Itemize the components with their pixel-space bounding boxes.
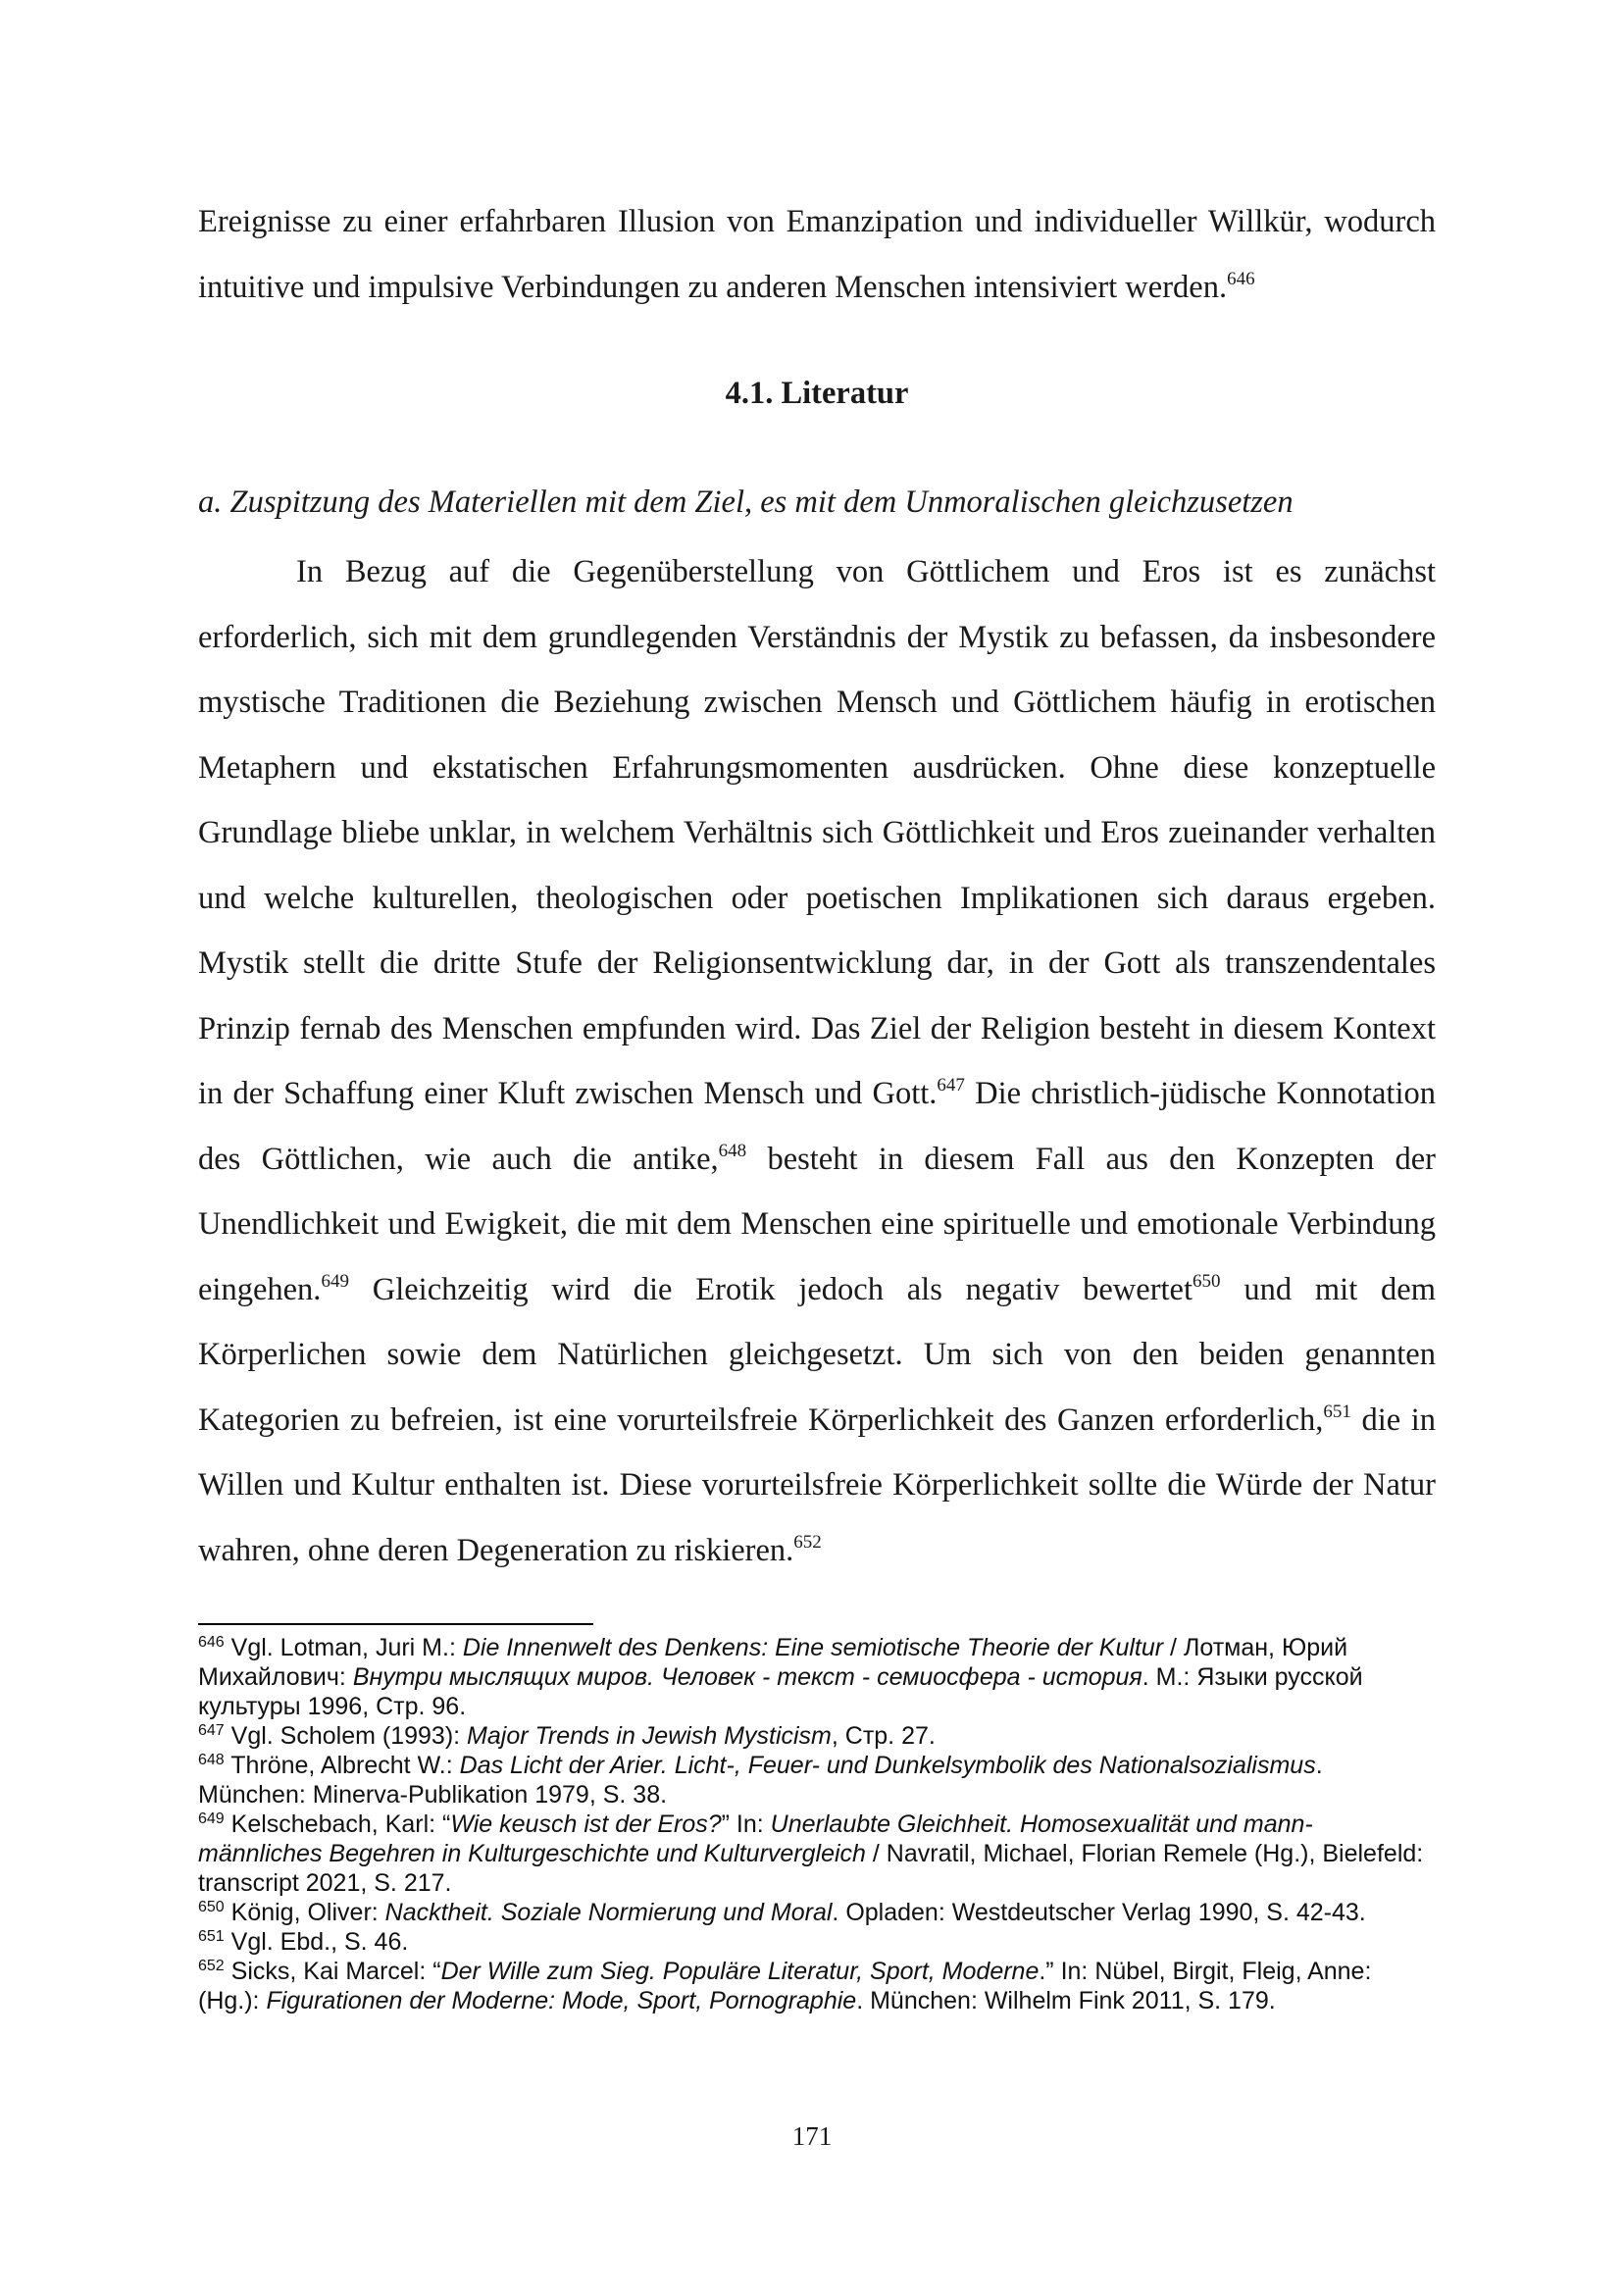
footnote-text: / Лотман, Юрий Михайлович: (198, 1634, 1348, 1691)
footnote-ref[interactable]: 650 (1193, 1270, 1221, 1292)
footnote-text: / Navratil, Michael, Florian Remele (Hg.), Bielefeld: transcript 2021, S. 217. (198, 1840, 1424, 1897)
footnote-ref[interactable]: 652 (793, 1531, 822, 1553)
paragraph-text: die in Willen und Kultur enthalten ist. Diese vorurteilsfreie Körperlichkeit sollte die Würde der Natur wahren, ohne deren Degeneration zu riskieren. (198, 1402, 1437, 1568)
footnote-text: Thröne, Albrecht W.: (224, 1752, 460, 1779)
paragraph-text: und mit dem Körperlichen sowie dem Natürlichen gleichgesetzt. Um sich von den beiden genannten Kategorien zu befreien, ist eine vorurteilsfreie Körperlichkeit des Ganzen erforderlich, (198, 1271, 1436, 1438)
paragraph-text: besteht in diesem Fall aus den Konzepten der Unendlichkeit und Ewigkeit, die mit dem Menschen eine spirituelle und emotionale Verbindung eingehen. (198, 1141, 1436, 1307)
footnote-title: Unerlaubte Gleichheit. Homosexualität und mann-männliches Begehren in Kulturgeschichte und Kulturvergleich (198, 1810, 1313, 1867)
footnote-text: Vgl. Scholem (1993): (224, 1722, 468, 1750)
paragraph-text: Gleichzeitig wird die Erotik jedoch als negativ bewertet (348, 1271, 1193, 1307)
footnote-title: Nacktheit. Soziale Normierung und Moral (384, 1899, 833, 1926)
footnote-646 (198, 1633, 1436, 1721)
paragraph (198, 539, 1436, 1583)
main-paragraph (198, 539, 1436, 1583)
paragraph-text: Ereignisse zu einer erfahrbaren Illusion von Emanzipation und individueller Willkür, wodurch intuitive und impulsive Verbindungen zu anderen Menschen intensiviert werden. (198, 204, 1436, 305)
paragraph-text: Die christlich-jüdische Konnotation des Göttlichen, wie auch die antike, (198, 1076, 1436, 1177)
footnote-number: 648 (198, 1752, 225, 1768)
footnote-ref[interactable]: 649 (321, 1270, 349, 1292)
footnote-number: 652 (198, 1958, 225, 1974)
footnote-text: . München: Minerva-Publikation 1979, S. 38. (198, 1752, 1323, 1809)
footnote-ref[interactable]: 646 (1227, 268, 1255, 289)
footnote-text: . München: Wilhelm Fink 2011, S. 179. (856, 1987, 1276, 2014)
footnote-648 (198, 1751, 1436, 1810)
paragraph-text: In Bezug auf die Gegenüberstellung von Göttlichem und Eros ist es zunächst erforderlich, sich mit dem grundlegenden Verständnis der Mystik zu befassen, da insbesondere mystische Traditionen die Beziehung zwischen Mensch und Göttlichem häufig in erotischen Metaphern und ekstatischen Erfahrungsmomenten ausdrücken. Ohne diese konzeptuelle Grundlage bliebe unklar, in welchem Verhältnis sich Göttlichkeit und Eros zueinander verhalten und welche kulturellen, theologischen oder poetischen Implikationen sich daraus ergeben. Mystik stellt die dritte Stufe der Religionsentwicklung dar, in der Gott als transzendentales Prinzip fernab des Menschen empfunden wird. Das Ziel der Religion besteht in diesem Kontext in der Schaffung einer Kluft zwischen Mensch und Gott. (198, 554, 1436, 1111)
footnotes (198, 1633, 1436, 2015)
footnote-number: 651 (198, 1928, 225, 1945)
footnote-number: 650 (198, 1899, 225, 1915)
footnote-text: ” In: (721, 1810, 771, 1838)
footnote-title: Major Trends in Jewish Mysticism (467, 1722, 832, 1750)
footnote-text: .” In: Nübel, Birgit, Fleig, Anne: (Hg.): (198, 1958, 1372, 2014)
section-heading: 4.1. Literatur (725, 376, 909, 411)
footnote-text: Sicks, Kai Marcel: “ (224, 1958, 441, 1985)
footnote-652 (198, 1957, 1436, 2015)
footnote-text: . М.: Языки русской культуры 1996, Стр. 96. (198, 1663, 1363, 1720)
footnote-title: Der Wille zum Sieg. Populäre Literatur, Sport, Moderne (440, 1958, 1040, 1985)
subheading: a. Zuspitzung des Materiellen mit dem Ziel, es mit dem Unmoralischen gleichzusetzen (198, 484, 1294, 520)
page-number: 171 (791, 2121, 833, 2151)
footnote-title: Die Innenwelt des Denkens: Eine semiotische Theorie der Kultur (462, 1634, 1164, 1661)
footnote-number: 647 (198, 1722, 225, 1739)
footnote-text: , Стр. 27. (831, 1722, 936, 1750)
footnote-number: 646 (198, 1634, 225, 1651)
footnote-ref[interactable]: 648 (718, 1140, 747, 1161)
footnote-ref[interactable]: 651 (1323, 1401, 1351, 1422)
footnote-text: Kelschebach, Karl: “ (224, 1810, 451, 1838)
footnote-text: Vgl. Ebd., S. 46. (224, 1928, 409, 1956)
first-paragraph (198, 189, 1436, 320)
paragraph (198, 189, 1436, 320)
footnote-number: 649 (198, 1810, 225, 1827)
footnote-text: Vgl. Lotman, Juri M.: (224, 1634, 463, 1661)
footnote-title: Wie keusch ist der Eros? (450, 1810, 722, 1838)
footnote-650 (198, 1898, 1436, 1927)
footnote-title: Внутри мыслящих миров. Человек - текст - семиосфера - история (352, 1663, 1142, 1691)
footnote-651 (198, 1927, 1436, 1957)
footnote-text: König, Oliver: (224, 1899, 385, 1926)
footnote-title: Das Licht der Arier. Licht-, Feuer- und Dunkelsymbolik des Nationalsozialismus (459, 1752, 1316, 1779)
footnote-separator (198, 1623, 593, 1625)
footnote-649 (198, 1810, 1436, 1898)
footnote-text: . Opladen: Westdeutscher Verlag 1990, S. 42-43. (832, 1899, 1366, 1926)
footnote-647 (198, 1721, 1436, 1751)
footnote-ref[interactable]: 647 (937, 1075, 965, 1096)
footnote-title: Figurationen der Moderne: Mode, Sport, Pornographie (266, 1987, 857, 2014)
